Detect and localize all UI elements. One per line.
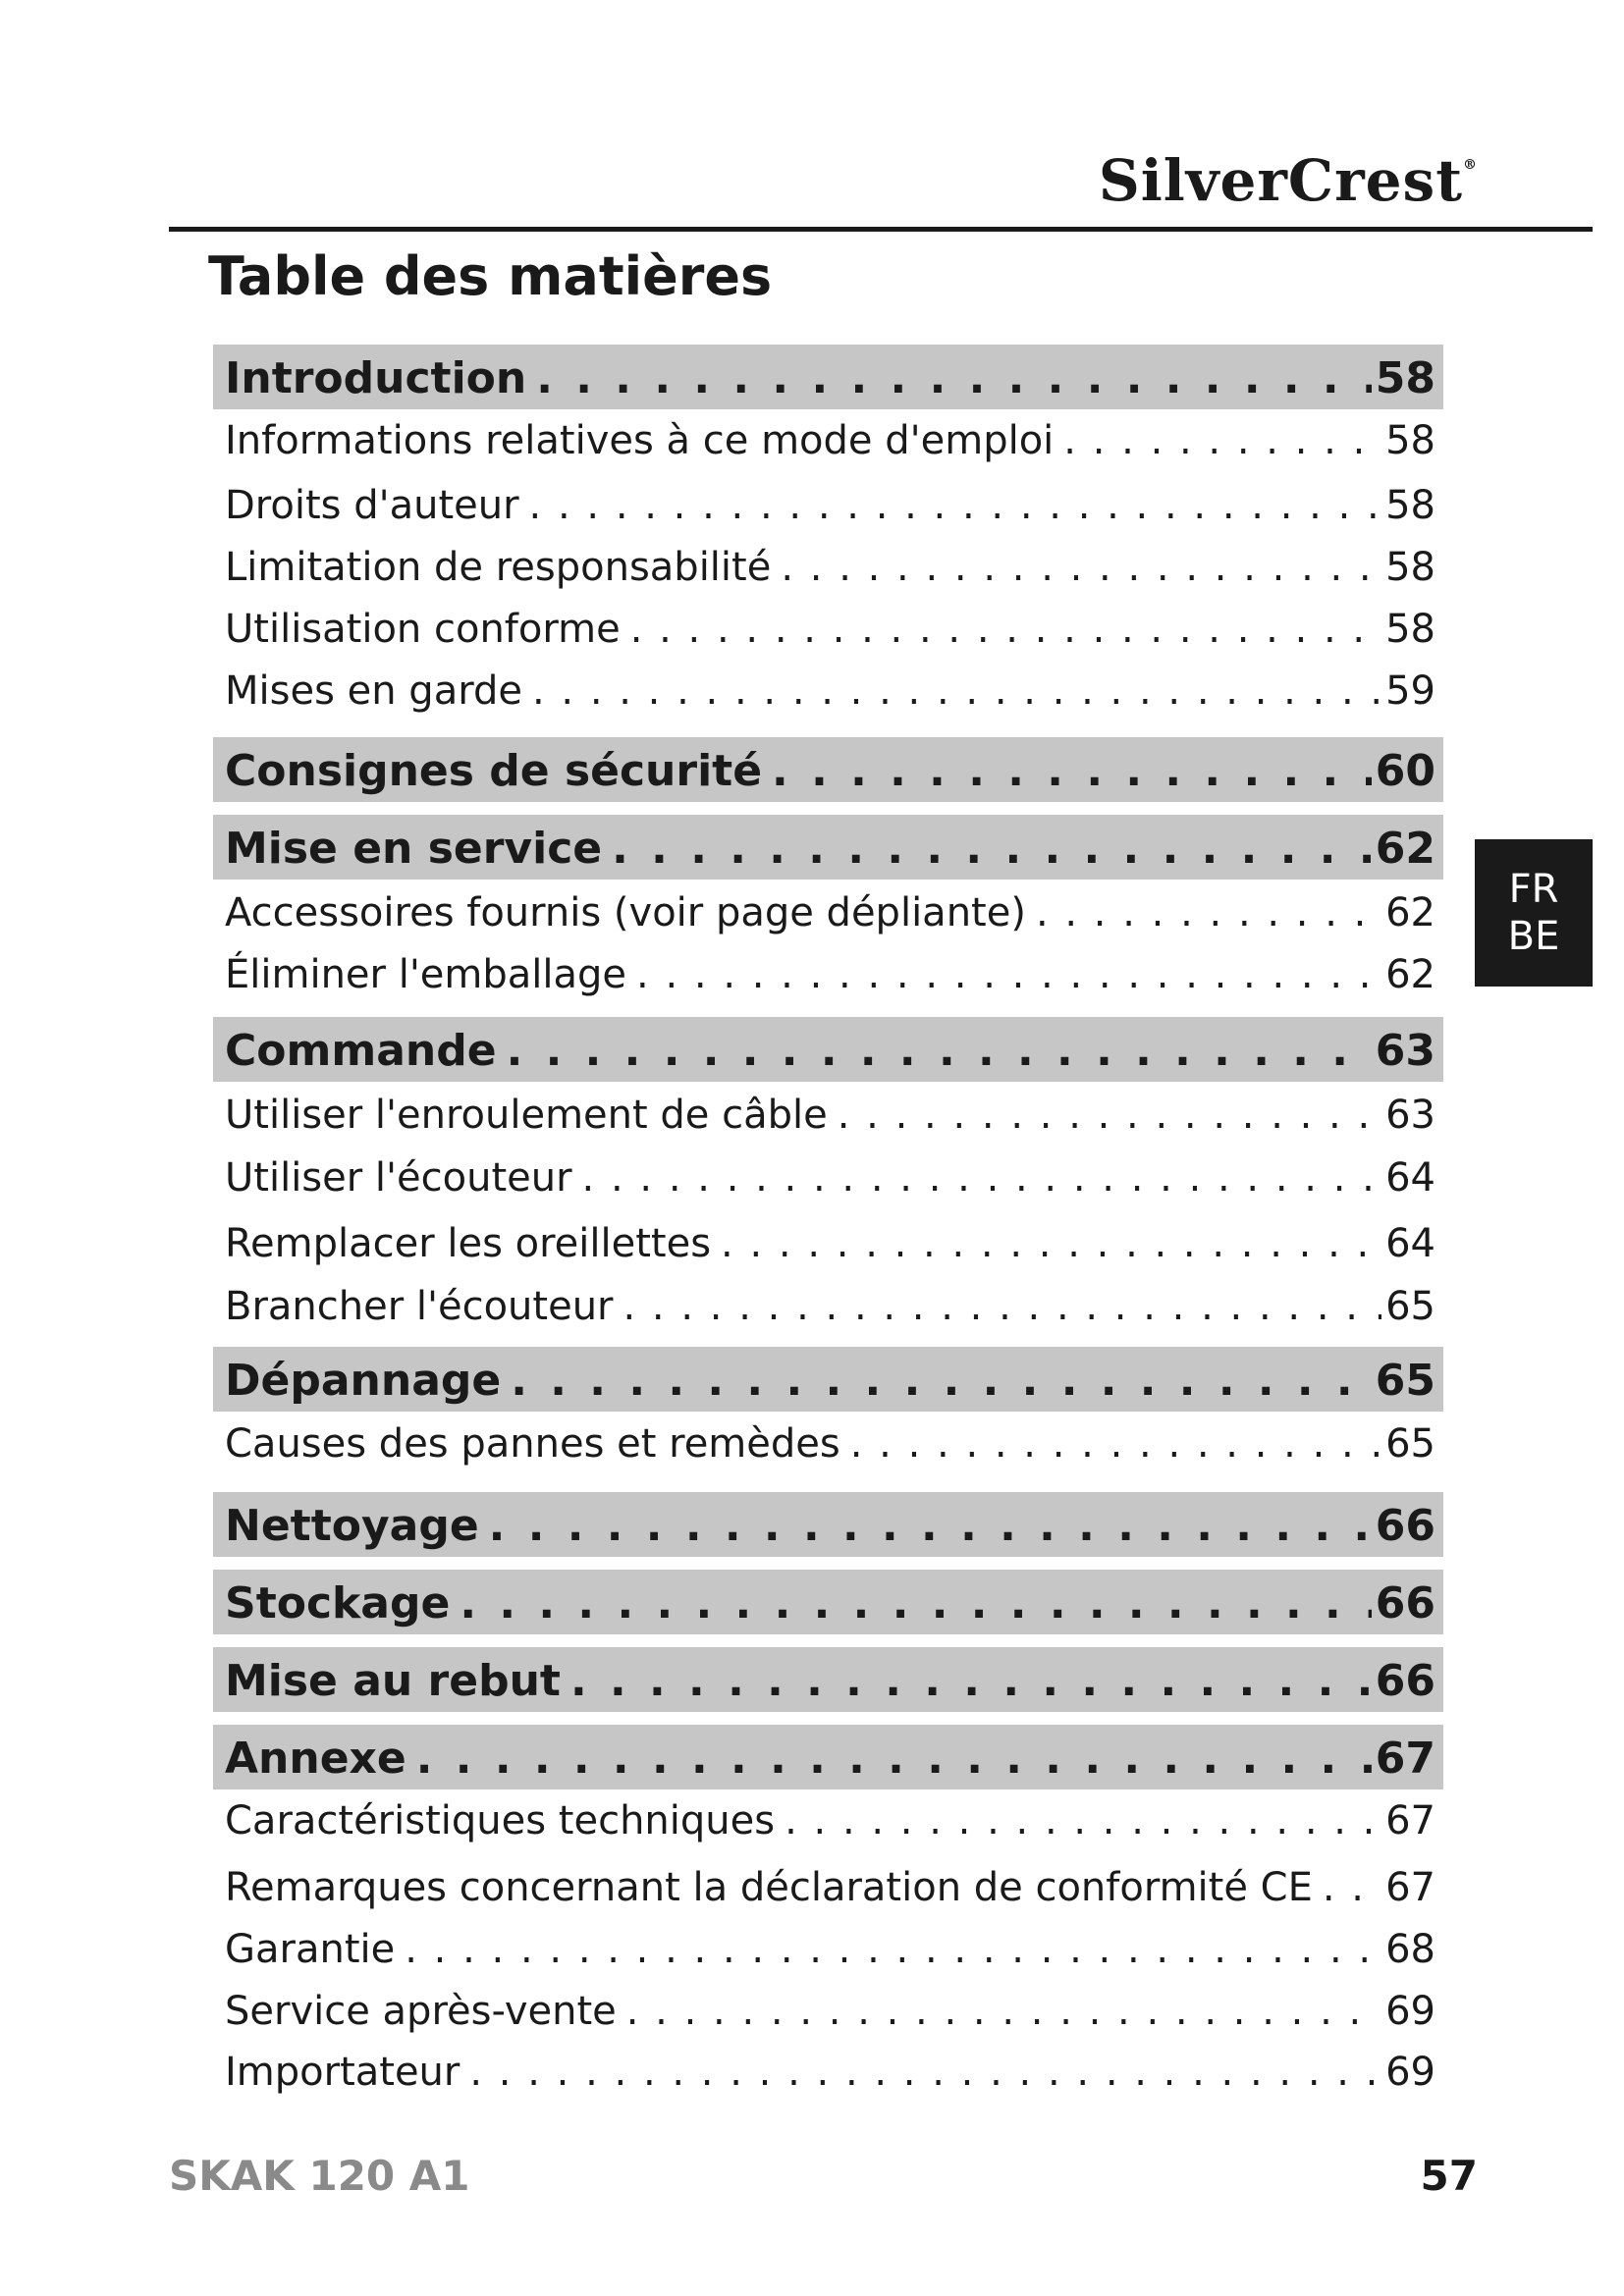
toc-dot-leader: [626, 1989, 1381, 2034]
toc-entry-title: Garantie: [225, 1927, 396, 1972]
toc-item[interactable]: [213, 944, 1443, 1001]
toc-entry-page: 67: [1385, 1798, 1435, 1843]
toc-entry-page: 69: [1385, 2050, 1435, 2095]
language-tab: [1475, 839, 1593, 987]
toc-entry-title: Informations relatives à ce mode d'emploi: [225, 418, 1055, 463]
toc-entry-page: 60: [1375, 746, 1435, 796]
toc-section-mise-en-service[interactable]: [213, 815, 1443, 880]
toc-item[interactable]: [213, 1148, 1443, 1204]
brand-logo: [982, 147, 1478, 214]
toc-entry-page: 64: [1385, 1155, 1435, 1201]
toc-entry-title: Utiliser l'écouteur: [225, 1155, 572, 1201]
toc-dot-leader: [511, 1356, 1372, 1406]
toc-item[interactable]: [213, 661, 1443, 718]
toc-entry-page: 66: [1375, 1578, 1435, 1629]
toc-dot-leader: [636, 952, 1381, 997]
toc-dot-leader: [612, 824, 1372, 874]
toc-entry-title: Remplacer les oreillettes: [225, 1221, 712, 1266]
toc-entry-page: 68: [1385, 1927, 1435, 1972]
toc-entry-page: 58: [1385, 483, 1435, 528]
toc-entry-page: 64: [1385, 1221, 1435, 1266]
toc-entry-title: Service après-vente: [225, 1989, 617, 2034]
toc-dot-leader: [785, 1798, 1381, 1843]
toc-entry-page: 58: [1375, 353, 1435, 403]
toc-dot-leader: [469, 2050, 1381, 2095]
toc-section-consignes[interactable]: [213, 737, 1443, 802]
toc-entry-title: Importateur: [225, 2050, 460, 2095]
toc-dot-leader: [1036, 890, 1381, 935]
toc-entry-page: 58: [1385, 545, 1435, 590]
brand-logo-text: SilverCrest: [1098, 147, 1463, 214]
toc-entry-page: 58: [1385, 418, 1435, 463]
toc-entry-title: Stockage: [225, 1578, 451, 1629]
toc-item[interactable]: [213, 1414, 1443, 1470]
toc-entry-title: Limitation de responsabilité: [225, 545, 772, 590]
toc-section-stockage[interactable]: [213, 1570, 1443, 1634]
toc-dot-leader: [630, 607, 1381, 652]
toc-item[interactable]: [213, 1213, 1443, 1270]
toc-item[interactable]: [213, 410, 1443, 467]
toc-item[interactable]: [213, 537, 1443, 594]
toc-entry-title: Utilisation conforme: [225, 607, 621, 652]
header-rule: [169, 227, 1593, 232]
toc-entry-title: Brancher l'écouteur: [225, 1284, 614, 1329]
toc-entry-page: 67: [1375, 1734, 1435, 1784]
toc-entry-title: Mises en garde: [225, 668, 522, 714]
language-code-be: BE: [1507, 914, 1560, 959]
toc-dot-leader: [405, 1927, 1381, 1972]
toc-entry-title: Remarques concernant la déclaration de conformité CE: [225, 1865, 1313, 1910]
toc-item[interactable]: [213, 1276, 1443, 1333]
toc-dot-leader: [536, 353, 1372, 403]
toc-entry-title: Commande: [225, 1026, 497, 1076]
language-code-fr: FR: [1508, 867, 1559, 912]
toc-dot-leader: [1063, 418, 1381, 463]
toc-dot-leader: [532, 668, 1381, 714]
toc-dot-leader: [529, 483, 1382, 528]
toc-section-mise-au-rebut[interactable]: [213, 1647, 1443, 1712]
toc-entry-page: 62: [1385, 952, 1435, 997]
toc-item[interactable]: [213, 1857, 1443, 1914]
toc-entry-page: 66: [1375, 1501, 1435, 1551]
toc-item[interactable]: [213, 599, 1443, 656]
toc-dot-leader: [850, 1421, 1381, 1467]
toc-entry-title: Mise au rebut: [225, 1656, 561, 1706]
toc-dot-leader: [570, 1656, 1372, 1706]
toc-entry-title: Mise en service: [225, 824, 603, 874]
toc-entry-page: 63: [1385, 1093, 1435, 1138]
toc-entry-page: 62: [1375, 824, 1435, 874]
toc-item[interactable]: [213, 475, 1443, 532]
toc-dot-leader: [1323, 1865, 1381, 1910]
toc-entry-page: 62: [1385, 890, 1435, 935]
toc-section-introduction[interactable]: [213, 345, 1443, 409]
toc-dot-leader: [460, 1578, 1371, 1629]
toc-dot-leader: [838, 1093, 1381, 1138]
footer-model-number: SKAK 120 A1: [169, 2152, 470, 2200]
toc-entry-title: Consignes de sécurité: [225, 746, 763, 796]
toc-section-nettoyage[interactable]: [213, 1492, 1443, 1557]
toc-entry-page: 65: [1375, 1356, 1435, 1406]
toc-entry-title: Causes des pannes et remèdes: [225, 1421, 840, 1467]
toc-dot-leader: [489, 1501, 1372, 1551]
toc-item[interactable]: [213, 1790, 1443, 1847]
toc-entry-page: 59: [1385, 668, 1435, 714]
toc-section-depannage[interactable]: [213, 1347, 1443, 1412]
toc-section-commande[interactable]: [213, 1017, 1443, 1082]
toc-entry-page: 58: [1385, 607, 1435, 652]
toc-entry-title: Éliminer l'emballage: [225, 952, 627, 997]
toc-dot-leader: [507, 1026, 1372, 1076]
toc-entry-page: 65: [1385, 1284, 1435, 1329]
toc-item[interactable]: [213, 882, 1443, 939]
toc-entry-title: Annexe: [225, 1734, 406, 1784]
toc-entry-title: Droits d'auteur: [225, 483, 519, 528]
toc-item[interactable]: [213, 1981, 1443, 2038]
toc-entry-page: 63: [1375, 1026, 1435, 1076]
toc-dot-leader: [623, 1284, 1382, 1329]
toc-dot-leader: [772, 746, 1372, 796]
registered-mark: ®: [1463, 157, 1478, 173]
toc-item[interactable]: [213, 1919, 1443, 1976]
toc-entry-title: Accessoires fournis (voir page dépliante): [225, 890, 1026, 935]
toc-entry-page: 67: [1385, 1865, 1435, 1910]
toc-section-annexe[interactable]: [213, 1725, 1443, 1789]
toc-dot-leader: [582, 1155, 1382, 1201]
toc-entry-title: Caractéristiques techniques: [225, 1798, 776, 1843]
toc-item[interactable]: [213, 1085, 1443, 1142]
toc-dot-leader: [721, 1221, 1381, 1266]
toc-entry-title: Utiliser l'enroulement de câble: [225, 1093, 828, 1138]
toc-entry-title: Dépannage: [225, 1356, 502, 1406]
toc-item[interactable]: [213, 2042, 1443, 2099]
toc-entry-page: 69: [1385, 1989, 1435, 2034]
toc-entry-page: 65: [1385, 1421, 1435, 1467]
page-title: Table des matières: [208, 245, 773, 307]
toc-entry-title: Nettoyage: [225, 1501, 479, 1551]
footer-page-number: 57: [1420, 2152, 1478, 2200]
toc-dot-leader: [781, 545, 1381, 590]
toc-dot-leader: [416, 1734, 1372, 1784]
toc-entry-title: Introduction: [225, 353, 527, 403]
toc-entry-page: 66: [1375, 1656, 1435, 1706]
